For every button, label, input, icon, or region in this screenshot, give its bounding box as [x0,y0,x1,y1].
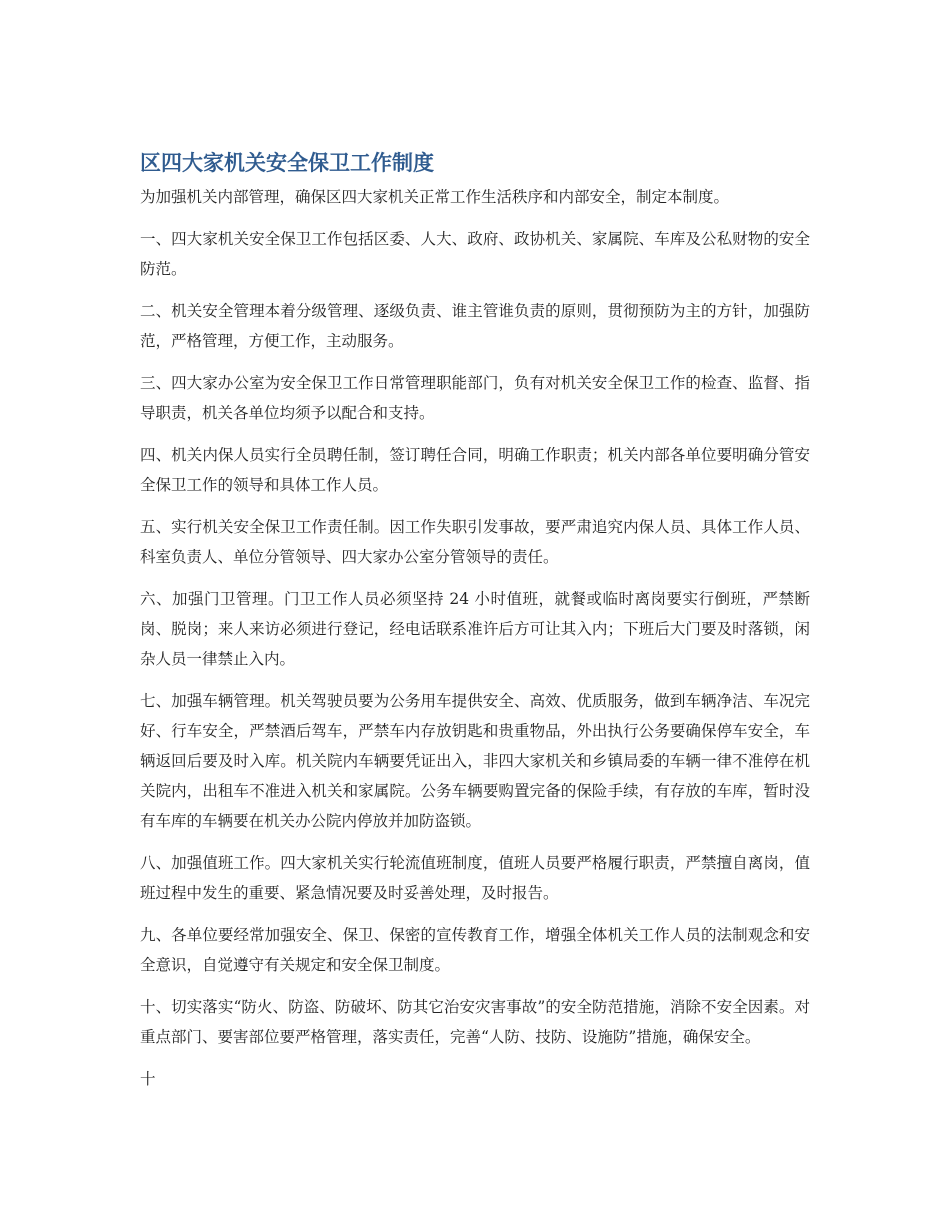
document-intro: 为加强机关内部管理，确保区四大家机关正常工作生活秩序和内部安全，制定本制度。 [140,188,730,206]
article-2: 二、机关安全管理本着分级管理、逐级负责、谁主管谁负责的原则，贯彻预防为主的方针，加强防范，严格管理，方便工作，主动服务。 [140,302,810,350]
article-10: 十、切实落实“防火、防盗、防破坏、防其它治安灾害事故”的安全防范措施，消除不安全因素。对重点部门、要害部位要严格管理，落实责任，完善“人防、技防、设施防”措施，确保安全。 [140,998,810,1046]
article-6: 六、加强门卫管理。门卫工作人员必须坚持 24 小时值班，就餐或临时离岗要实行倒班，严禁断岗、脱岗；来人来访必须进行登记，经电话联系准许后方可让其入内；下班后大门要及时落锁，闲杂人员一律禁止入内。 [140,590,810,668]
article-4: 四、机关内保人员实行全员聘任制，签订聘任合同，明确工作职责；机关内部各单位要明确分管安全保卫工作的领导和具体工作人员。 [140,446,810,494]
article-11-fragment: 十 [140,1070,156,1088]
document-title: 区四大家机关安全保卫工作制度 [140,151,434,175]
article-9: 九、各单位要经常加强安全、保卫、保密的宣传教育工作，增强全体机关工作人员的法制观念和安全意识，自觉遵守有关规定和安全保卫制度。 [140,926,810,974]
article-3: 三、四大家办公室为安全保卫工作日常管理职能部门，负有对机关安全保卫工作的检查、监督、指导职责，机关各单位均须予以配合和支持。 [140,374,810,422]
article-8: 八、加强值班工作。四大家机关实行轮流值班制度，值班人员要严格履行职责，严禁擅自离岗，值班过程中发生的重要、紧急情况要及时妥善处理，及时报告。 [140,854,810,902]
article-7: 七、加强车辆管理。机关驾驶员要为公务用车提供安全、高效、优质服务，做到车辆净洁、车况完好、行车安全，严禁酒后驾车，严禁车内存放钥匙和贵重物品，外出执行公务要确保停车安全，车辆返回后要及时入库。机关院内车辆要凭证出入，非四大家机关和乡镇局委的车辆一律不准停在机关院内，出租车不准进入机关和家属院。公务车辆要购置完备的保险手续，有存放的车库，暂时没有车库的车辆要在机关办公院内停放并加防盗锁。 [140,692,810,830]
document-page [140,148,810,1094]
article-5: 五、实行机关安全保卫工作责任制。因工作失职引发事故，要严肃追究内保人员、具体工作人员、科室负责人、单位分管领导、四大家办公室分管领导的责任。 [140,518,810,566]
article-1: 一、四大家机关安全保卫工作包括区委、人大、政府、政协机关、家属院、车库及公私财物的安全防范。 [140,230,810,278]
